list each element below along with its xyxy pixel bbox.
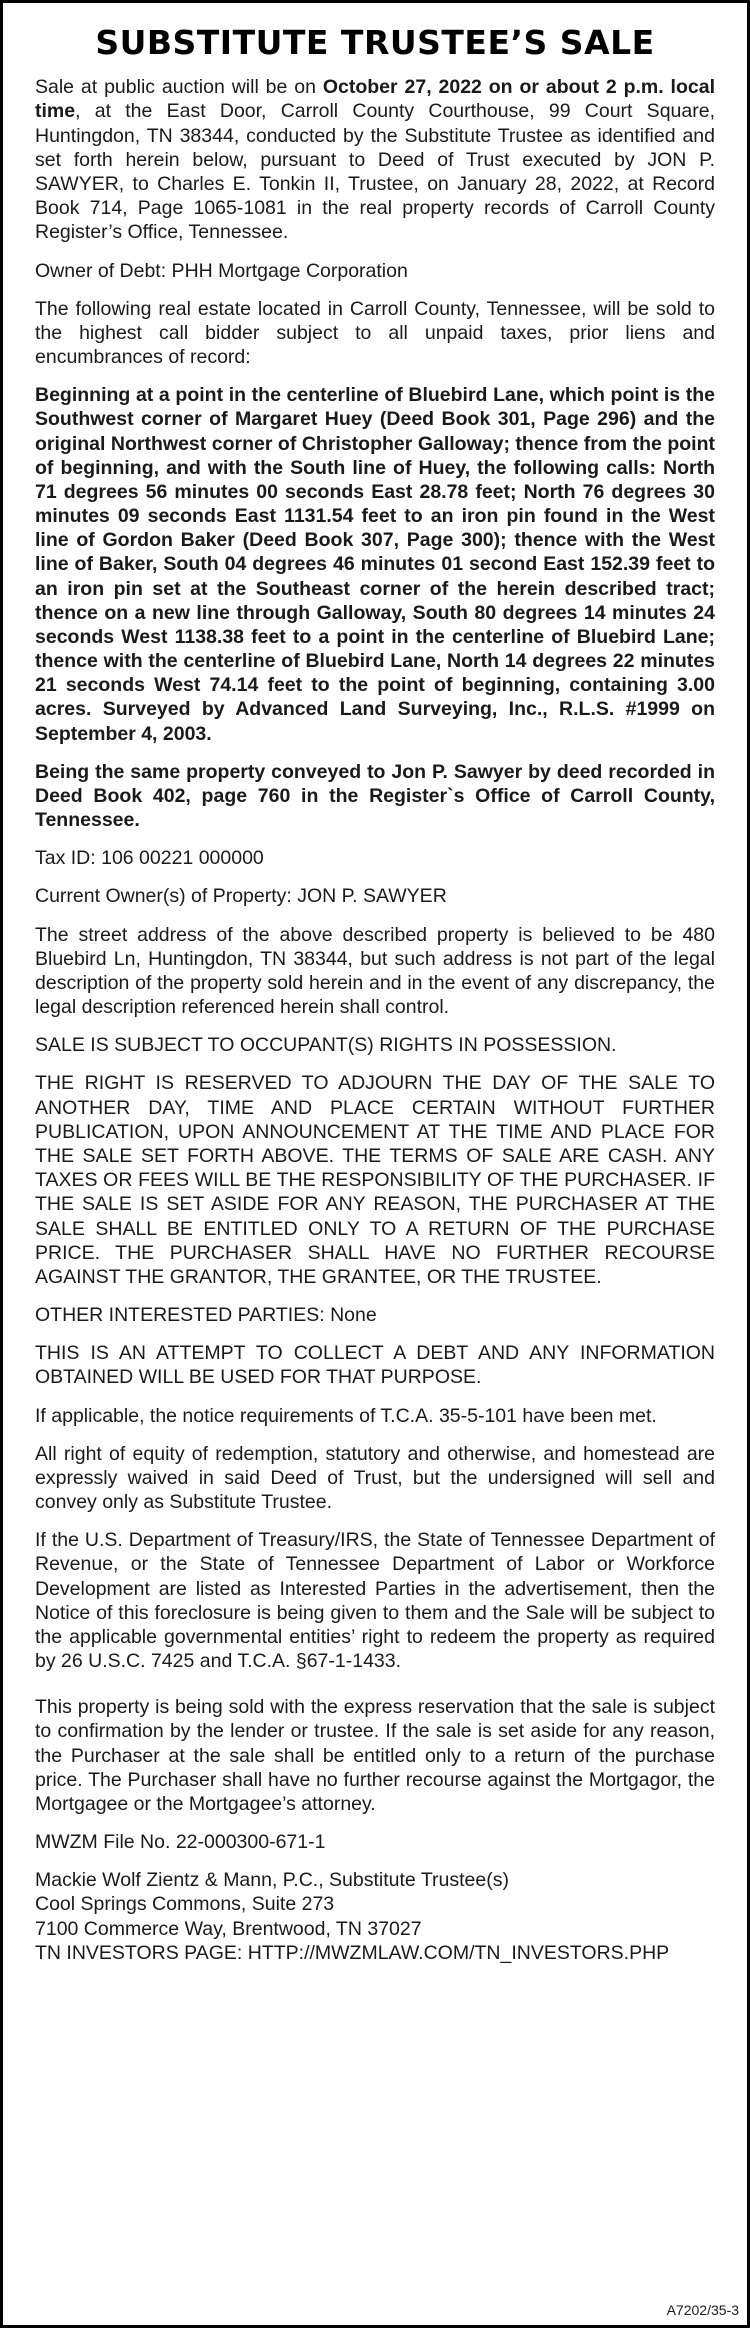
debt-collection-notice: THIS IS AN ATTEMPT TO COLLECT A DEBT AND ANY INFORMATION OBTAINED WILL BE USED FOR THAT PURPOSE. bbox=[35, 1342, 715, 1389]
tca-notice: If applicable, the notice requirements of T.C.A. 35-5-101 have been met. bbox=[35, 1404, 657, 1427]
trustee-street: 7100 Commerce Way, Brentwood, TN 37027 bbox=[35, 1917, 422, 1940]
occupant-rights: SALE IS SUBJECT TO OCCUPANT(S) RIGHTS IN POSSESSION. bbox=[35, 1034, 617, 1057]
notice-title: SUBSTITUTE TRUSTEE’S SALE bbox=[95, 23, 655, 62]
trustee-suite: Cool Springs Commons, Suite 273 bbox=[35, 1893, 335, 1916]
intro-text-rest: , at the East Door, Carroll County Courthouse, 99 Court Square, Huntingdon, TN 38344, conducted by the Substitute Trustee as identified and set forth herein below, pursuant to Deed of Trust executed by JON P. SAWYER, to Charles E. Tonkin II, Trustee, on January 28, 2022, at Record Book 714, Page 1065-1081 in the real property records of Carroll County Register’s Office, Tennessee. bbox=[35, 100, 715, 244]
file-number: MWZM File No. 22-000300-671-1 bbox=[35, 1831, 326, 1854]
irs-notice-paragraph: If the U.S. Department of Treasury/IRS, the State of Tennessee Department of Revenue, or the State of Tennessee Department of Labor or Workforce Development are listed as Interested Parties in the advertisement, then the Notice of this foreclosure is being given to them and the Sale will be subject to the applicable governmental entities’ right to redeem the property as required by 26 U.S.C. 7425 and T.C.A. §67-1-1433. bbox=[35, 1529, 715, 1673]
trustee-name: Mackie Wolf Zientz & Mann, P.C., Substitute Trustee(s) bbox=[35, 1869, 509, 1892]
right-reserved-paragraph: THE RIGHT IS RESERVED TO ADJOURN THE DAY OF THE SALE TO ANOTHER DAY, TIME AND PLACE CERTAIN WITHOUT FURTHER PUBLICATION, UPON ANNOUNCEMENT AT THE TIME AND PLACE FOR THE SALE SET FORTH ABOVE. THE TERMS OF SALE ARE CASH. ANY TAXES OR FEES WILL BE THE RESPONSIBILITY OF THE PURCHASER. IF THE SALE IS SET ASIDE FOR ANY REASON, THE PURCHASER AT THE SALE SHALL BE ENTITLED ONLY TO A RETURN OF THE PURCHASE PRICE. THE PURCHASER SHALL HAVE NO FURTHER RECOURSE AGAINST THE GRANTOR, THE GRANTEE, OR THE TRUSTEE. bbox=[35, 1072, 715, 1288]
reservation-paragraph: This property is being sold with the express reservation that the sale is subject to confirmation by the lender or trustee. If the sale is set aside for any reason, the Purchaser at the sale shall be entitled only to a return of the purchase price. The Purchaser shall have no further recourse against the Mortgagor, the Mortgagee or the Mortgagee’s attorney. bbox=[35, 1696, 715, 1815]
same-property-statement: Being the same property conveyed to Jon P. Sawyer by deed recorded in Deed Book 402, page 760 in the Register`s Office of Carroll County, Tennessee. bbox=[35, 760, 715, 832]
sale-intro-paragraph bbox=[35, 75, 715, 244]
tax-id: Tax ID: 106 00221 000000 bbox=[35, 847, 264, 870]
other-interested-parties: OTHER INTERESTED PARTIES: None bbox=[35, 1304, 377, 1327]
ad-code: A7202/35-3 bbox=[666, 2301, 739, 2318]
real-estate-intro: The following real estate located in Carroll County, Tennessee, will be sold to the highest call bidder subject to all unpaid taxes, prior liens and encumbrances of record: bbox=[35, 297, 715, 369]
sale-date: October 27, 2022 on or about 2 p.m. local time bbox=[35, 76, 715, 123]
trustee-investors-page: TN INVESTORS PAGE: HTTP://MWZMLAW.COM/TN_INVESTORS.PHP bbox=[35, 1941, 670, 1964]
street-address-paragraph: The street address of the above described property is believed to be 480 Bluebird Ln, Huntingdon, TN 38344, but such address is not part of the legal description of the property sold herein and in the event of any discrepancy, the legal description referenced herein shall control. bbox=[35, 923, 715, 1019]
trustee-address-block bbox=[35, 1868, 715, 1965]
equity-waiver-paragraph: All right of equity of redemption, statutory and otherwise, and homestead are expressly waived in said Deed of Trust, but the undersigned will sell and convey only as Substitute Trustee. bbox=[35, 1442, 715, 1514]
intro-text-start: Sale at public auction will be on bbox=[35, 76, 323, 99]
current-owner: Current Owner(s) of Property: JON P. SAWYER bbox=[35, 885, 447, 908]
owner-of-debt: Owner of Debt: PHH Mortgage Corporation bbox=[35, 259, 408, 282]
spacer bbox=[35, 1687, 715, 1695]
legal-description: Beginning at a point in the centerline of Bluebird Lane, which point is the Southwest corner of Margaret Huey (Deed Book 301, Page 296) and the original Northwest corner of Christopher Galloway; thence from the point of beginning, and with the South line of Huey, the following calls: North 71 degrees 56 minutes 00 seconds East 28.78 feet; North 76 degrees 30 minutes 09 seconds East 1131.54 feet to an iron pin found in the West line of Gordon Baker (Deed Book 307, Page 300); thence with the West line of Baker, South 04 degrees 46 minutes 01 second East 152.39 feet to an iron pin set at the Southeast corner of the herein described tract; thence on a new line through Galloway, South 80 degrees 14 minutes 24 seconds West 1138.38 feet to a point in the centerline of Bluebird Lane; thence with the centerline of Bluebird Lane, North 14 degrees 22 minutes 21 seconds West 74.14 feet to the point of beginning, containing 3.00 acres. Surveyed by Advanced Land Surveying, Inc., R.L.S. #1999 on September 4, 2003. bbox=[35, 384, 715, 745]
